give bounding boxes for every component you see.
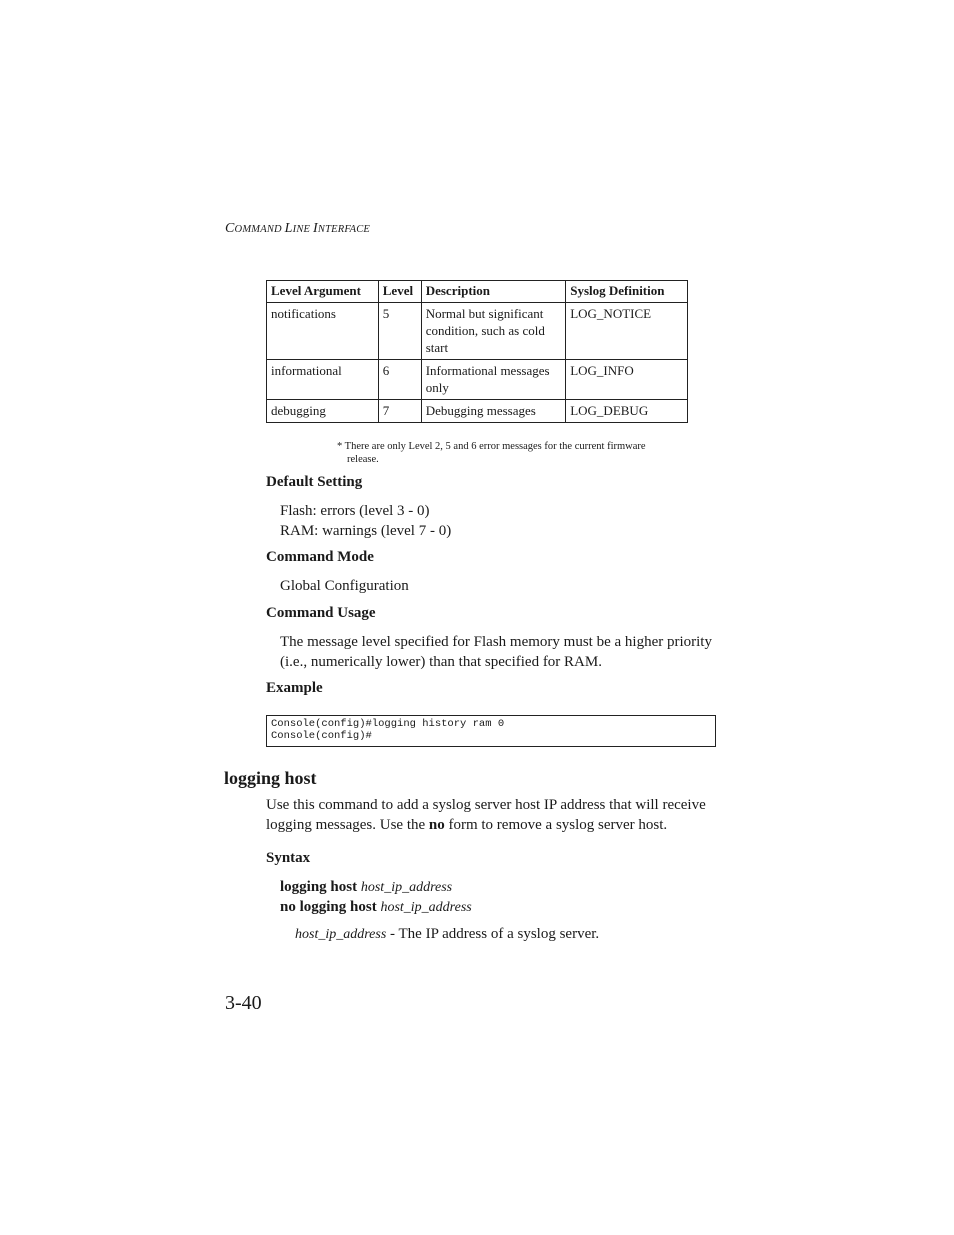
- table-header-cell: Level: [378, 281, 421, 303]
- table-header-cell: Syslog Definition: [566, 281, 688, 303]
- table-cell: LOG_INFO: [566, 360, 688, 400]
- table-cell: LOG_DEBUG: [566, 400, 688, 423]
- description-line: [266, 816, 726, 836]
- running-header-cap-i: I: [313, 221, 318, 236]
- running-header-smallcaps-3: NTERFACE: [317, 224, 371, 235]
- command-usage-text: [280, 633, 712, 672]
- syntax-command: no logging host: [280, 898, 377, 915]
- command-mode-text: Global Configuration: [280, 578, 409, 594]
- table-cell: 6: [378, 360, 421, 400]
- table-header-row: [267, 281, 688, 303]
- description-text: logging messages. Use the: [266, 816, 429, 833]
- parameter-text: - The IP address of a syslog server.: [386, 926, 600, 942]
- footnote-line: * There are only Level 2, 5 and 6 error messages for the current firmware: [337, 441, 646, 452]
- table-cell: 7: [378, 400, 421, 423]
- no-keyword: no: [428, 816, 445, 833]
- running-header-cap-c: C: [225, 221, 235, 236]
- command-usage-heading: Command Usage: [266, 605, 376, 621]
- syntax-line: [280, 898, 472, 918]
- table-row: [267, 400, 688, 423]
- section-title: logging host: [224, 768, 317, 788]
- running-header: [225, 221, 370, 237]
- syntax-command: logging host: [280, 879, 358, 895]
- default-setting-heading: Default Setting: [266, 474, 363, 490]
- running-header-smallcaps-1: OMMAND: [234, 224, 285, 235]
- syntax-argument: host_ip_address: [380, 899, 472, 915]
- table-cell: notifications: [267, 303, 379, 360]
- parameter-name: host_ip_address: [295, 927, 387, 942]
- page-number: 3-40: [225, 992, 262, 1014]
- syntax-heading: Syntax: [266, 850, 311, 866]
- table-cell: Informational messages only: [421, 360, 566, 400]
- default-setting-flash: Flash: errors (level 3 - 0): [280, 503, 430, 519]
- table-cell: debugging: [267, 400, 379, 423]
- default-setting-ram: RAM: warnings (level 7 - 0): [280, 522, 452, 539]
- example-code-block: [266, 715, 716, 747]
- description-line: Use this command to add a syslog server host IP address that will receive: [266, 797, 706, 813]
- table-row: [267, 303, 688, 360]
- syntax-block: [280, 878, 472, 917]
- table-cell: Normal but significant condition, such as cold start: [421, 303, 566, 360]
- table-cell: informational: [267, 360, 379, 400]
- running-header-cap-l: L: [284, 221, 293, 236]
- table-cell: 5: [378, 303, 421, 360]
- default-setting-text: [280, 502, 451, 541]
- parameter-description: [295, 925, 599, 945]
- table-header-cell: Level Argument: [267, 281, 379, 303]
- syntax-line: [280, 878, 472, 898]
- table-row: [267, 360, 688, 400]
- syntax-argument: host_ip_address: [360, 880, 453, 895]
- table-cell: Debugging messages: [421, 400, 566, 423]
- table-footnote: [337, 440, 667, 466]
- example-heading: Example: [266, 680, 323, 696]
- command-usage-line: (i.e., numerically lower) than that specified for RAM.: [280, 653, 602, 670]
- footnote-line: release.: [347, 454, 379, 465]
- table-header-cell: Description: [421, 281, 566, 303]
- running-header-smallcaps-2: INE: [292, 224, 313, 235]
- command-mode-heading: Command Mode: [266, 549, 374, 565]
- command-usage-line: The message level specified for Flash memory must be a higher priority: [280, 634, 712, 650]
- code-line: Console(config)#logging history ram 0: [271, 718, 505, 730]
- code-line: Console(config)#: [271, 730, 372, 742]
- table-cell: LOG_NOTICE: [566, 303, 688, 360]
- description-text: form to remove a syslog server host.: [444, 816, 668, 833]
- logging-levels-table: [266, 280, 688, 423]
- section-description: [266, 796, 726, 835]
